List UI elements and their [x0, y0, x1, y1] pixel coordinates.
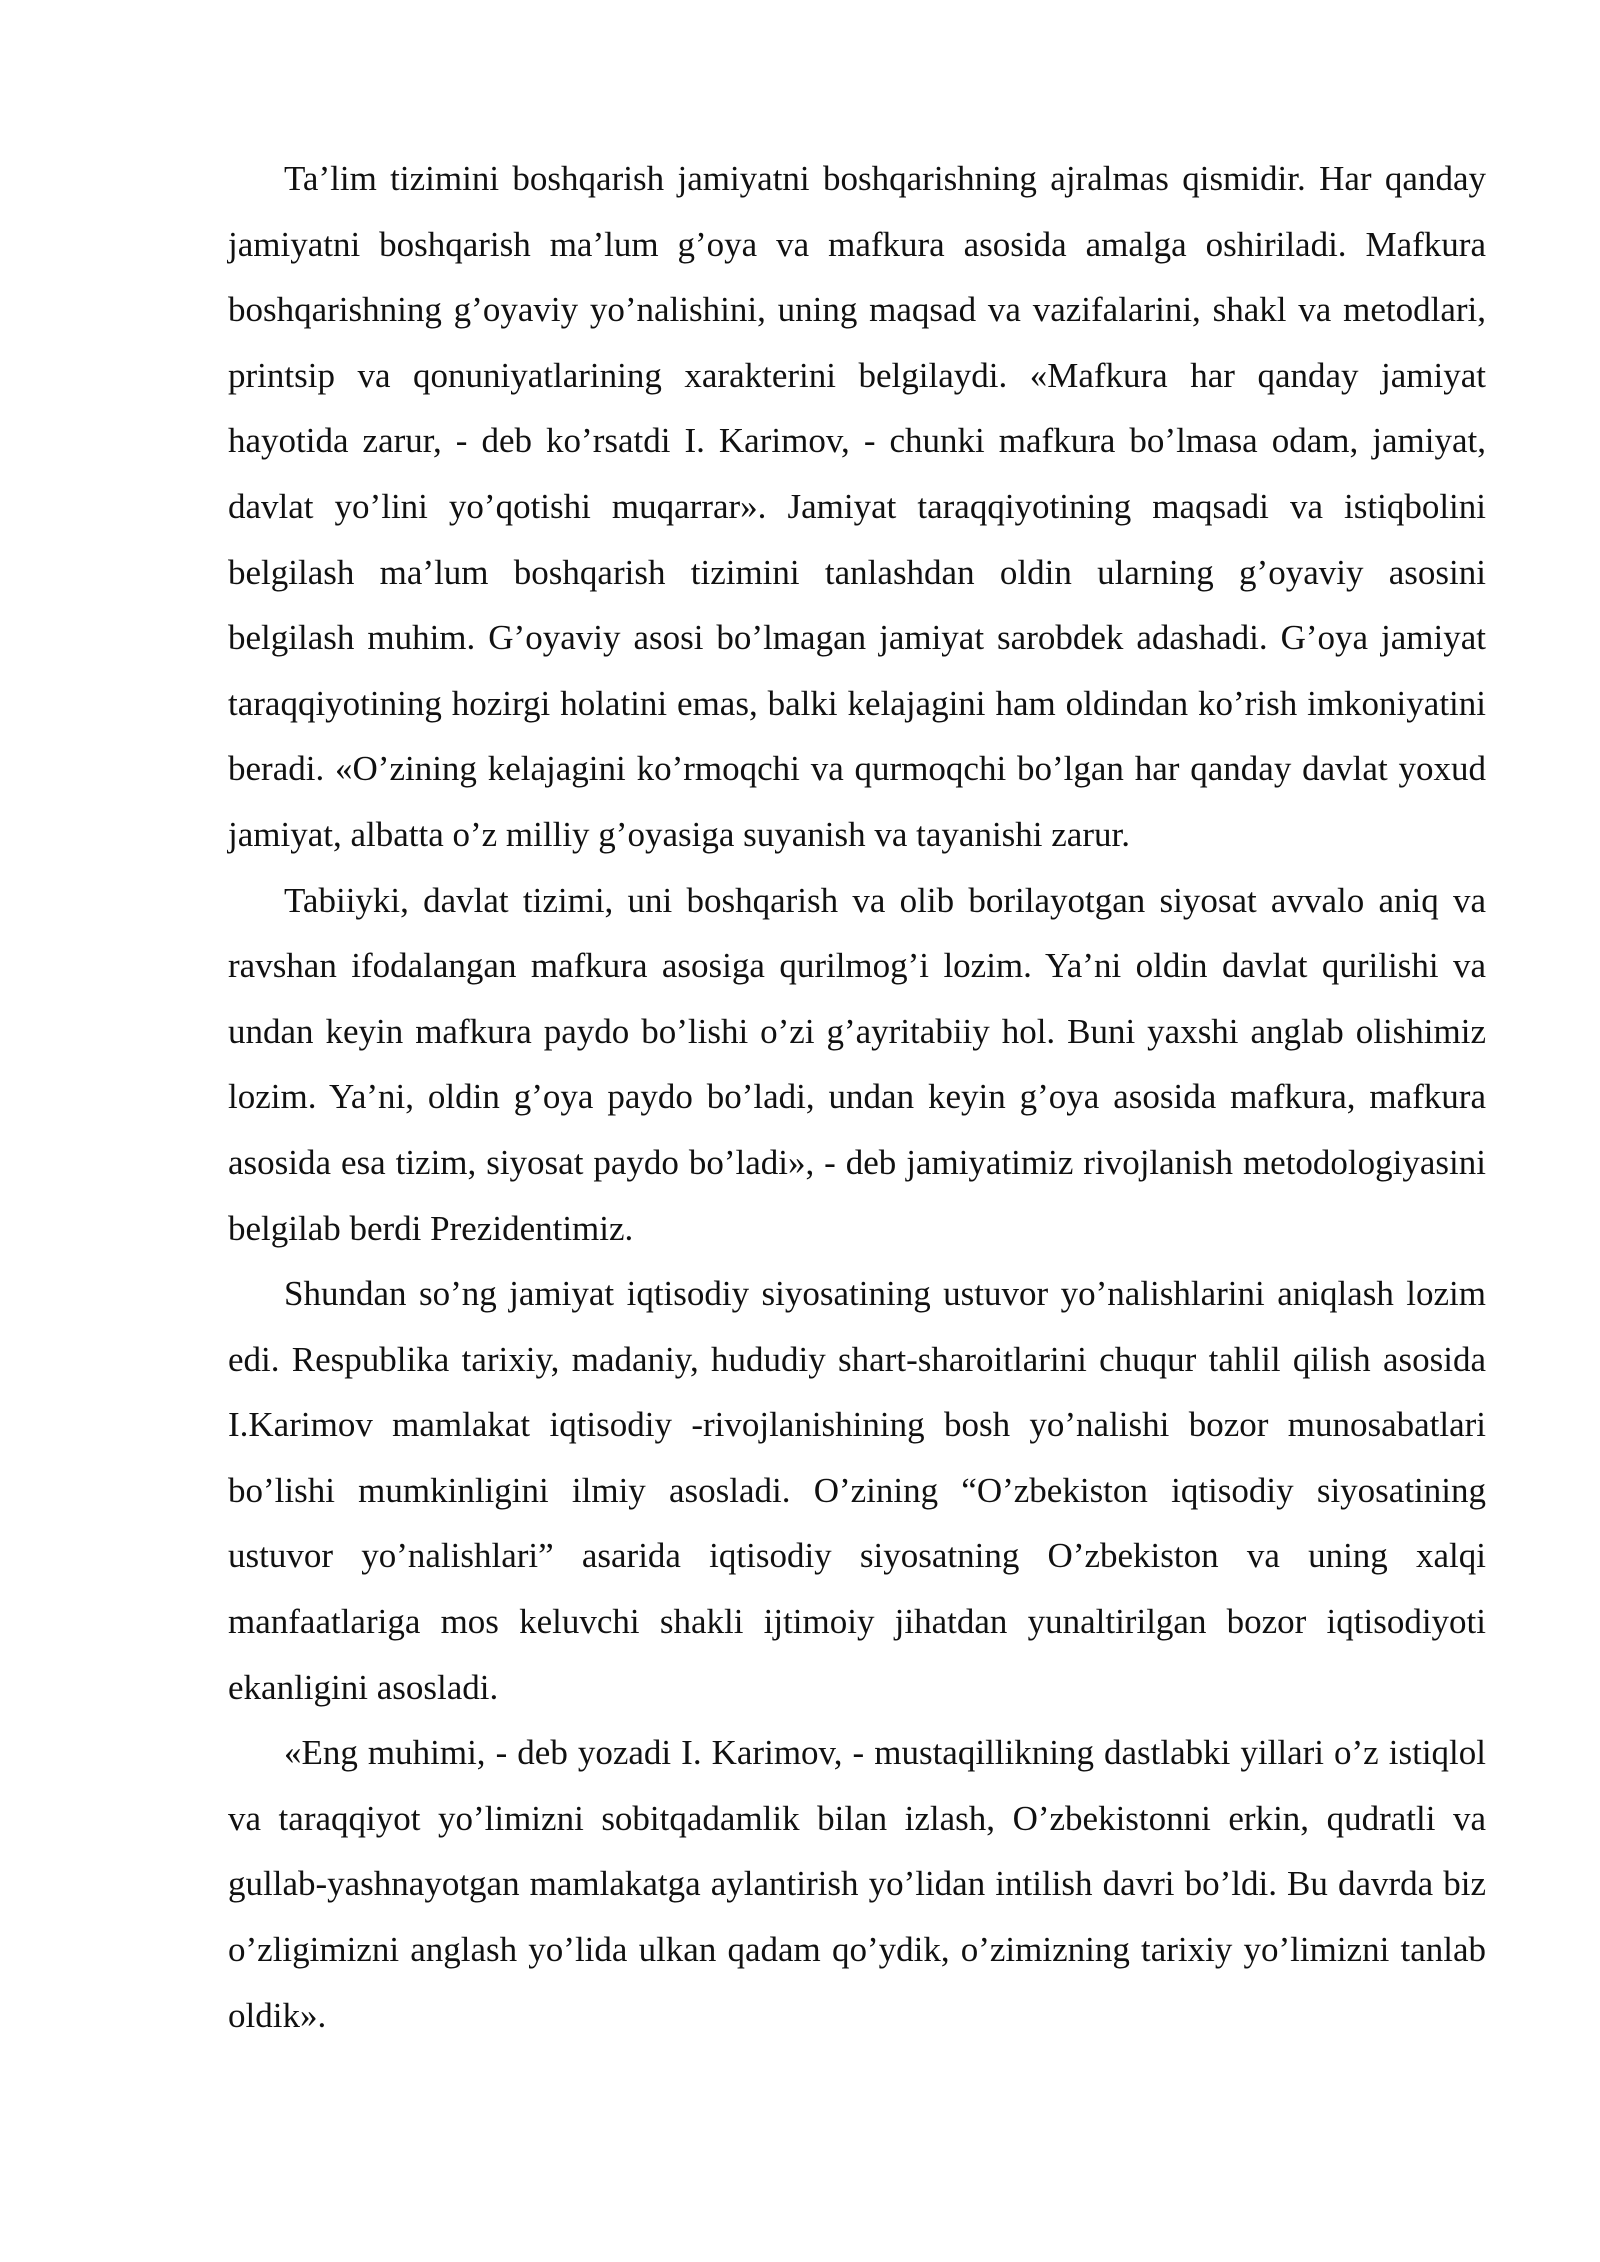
paragraph-3: Shundan so’ng jamiyat iqtisodiy siyosatining ustuvor yo’nalishlarini aniqlash lozim edi. Respublika tarixiy, madaniy, hududiy shart-sharoitlarini chuqur tahlil qilish asosida I.Karimov mamlakat iqtisodiy -rivojlanishining bosh yo’nalishi bozor munosabatlari bo’lishi mumkinligini ilmiy asosladi. O’zining “O’zbekiston iqtisodiy siyosatining ustuvor yo’nalishlari” asarida iqtisodiy siyosatning O’zbekiston va uning xalqi manfaatlariga mos keluvchi shakli ijtimoiy jihatdan yunaltirilgan bozor iqtisodiyoti ekanligini asosladi.	[228, 1274, 1486, 1707]
paragraph-4: «Eng muhimi, - deb yozadi I. Karimov, - mustaqillikning dastlabki yillari o’z istiqlol va taraqqiyot yo’limizni sobitqadamlik bilan izlash, O’zbekistonni erkin, qudratli va gullab-yashnayotgan mamlakatga aylantirish yo’lidan intilish davri bo’ldi. Bu davrda biz o’zligimizni anglash yo’lida ulkan qadam qo’ydik, o’zimizning tarixiy yo’limizni tanlab oldik».	[228, 1733, 1486, 2035]
paragraph-1: Ta’lim tizimini boshqarish jamiyatni boshqarishning ajralmas qismidir. Har qanday jamiyatni boshqarish ma’lum g’oya va mafkura asosida amalga oshiriladi. Mafkura boshqarishning g’oyaviy yo’nalishini, uning maqsad va vazifalarini, shakl va metodlari, printsip va qonuniyatlarining xarakterini belgilaydi. «Mafkura har qanday jamiyat hayotida zarur, - deb ko’rsatdi I. Karimov, - chunki mafkura bo’lmasa odam, jamiyat, davlat yo’lini yo’qotishi muqarrar». Jamiyat taraqqiyotining maqsadi va istiqbolini belgilash ma’lum boshqarish tizimini tanlashdan oldin ularning g’oyaviy asosini belgilash muhim. G’oyaviy asosi bo’lmagan jamiyat sarobdek adashadi. G’oya jamiyat taraqqiyotining hozirgi holatini emas, balki kelajagini ham oldindan ko’rish imkoniyatini beradi. «O’zining kelajagini ko’rmoqchi va qurmoqchi bo’lgan har qanday davlat yoxud jamiyat, albatta o’z milliy g’oyasiga suyanish va tayanishi zarur.	[228, 159, 1486, 854]
paragraph-2: Tabiiyki, davlat tizimi, uni boshqarish va olib borilayotgan siyosat avvalo aniq va ravshan ifodalangan mafkura asosiga qurilmog’i lozim. Ya’ni oldin davlat qurilishi va undan keyin mafkura paydo bo’lishi o’zi g’ayritabiiy hol. Buni yaxshi anglab olishimiz lozim. Ya’ni, oldin g’oya paydo bo’ladi, undan keyin g’oya asosida mafkura, mafkura asosida esa tizim, siyosat paydo bo’ladi», - deb jamiyatimiz rivojlanish metodologiyasini belgilab berdi Prezidentimiz.	[228, 880, 1486, 1248]
document-page	[228, 146, 1486, 2048]
